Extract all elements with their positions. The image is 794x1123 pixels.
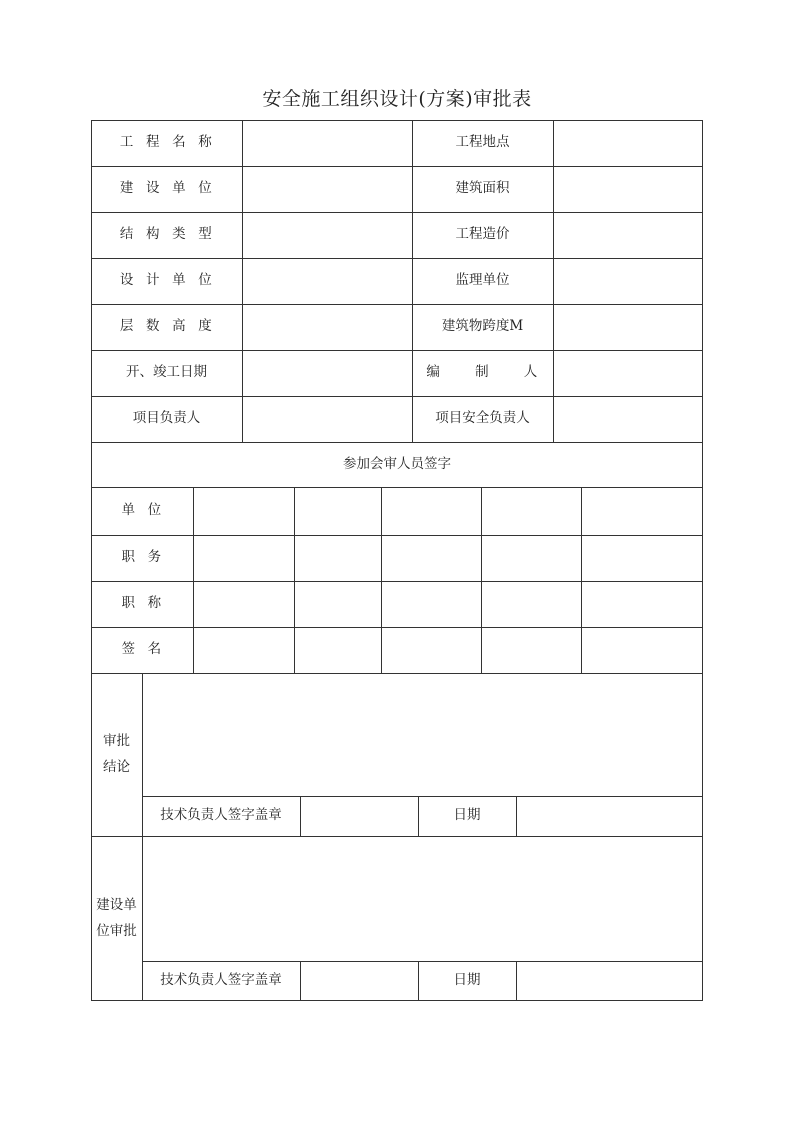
approval-conclusion-label-line2: 结论 <box>103 758 130 775</box>
client-approval-label-line2: 位审批 <box>96 922 137 939</box>
client-approval-field[interactable] <box>142 836 703 961</box>
supervision-unit-label: 监理单位 <box>455 272 510 289</box>
project-manager-label: 项目负责人 <box>132 410 201 427</box>
approval-date-field[interactable] <box>516 796 703 836</box>
building-span-field[interactable] <box>553 304 703 350</box>
signature-grid[interactable] <box>193 487 703 673</box>
compiler-field[interactable] <box>553 350 703 396</box>
project-manager-field[interactable] <box>242 396 412 442</box>
client-date-label: 日期 <box>453 972 481 989</box>
project-cost-field[interactable] <box>553 212 703 258</box>
client-unit-field[interactable] <box>242 166 412 212</box>
floors-height-label: 层 数 高 度 <box>119 318 214 335</box>
building-area-field[interactable] <box>553 166 703 212</box>
project-name-label: 工 程 名 称 <box>119 134 214 151</box>
client-tech-sign-field[interactable] <box>300 961 418 1001</box>
supervision-unit-field[interactable] <box>553 258 703 304</box>
client-date-field[interactable] <box>516 961 703 1001</box>
reviewers-signature-heading: 参加会审人员签字 <box>343 455 451 472</box>
signature-row-position-label: 职 务 <box>121 549 163 566</box>
approval-tech-sign-label: 技术负责人签字盖章 <box>160 807 282 824</box>
signature-row-unit-label: 单 位 <box>121 502 163 519</box>
floors-height-field[interactable] <box>242 304 412 350</box>
signature-row-sign-label: 签 名 <box>121 641 163 658</box>
project-name-field[interactable] <box>242 120 412 166</box>
project-safety-manager-field[interactable] <box>553 396 703 442</box>
client-approval-label-line1: 建设单 <box>96 896 137 913</box>
client-tech-sign-label: 技术负责人签字盖章 <box>160 972 282 989</box>
project-safety-manager-label: 项目安全负责人 <box>435 410 530 427</box>
project-location-label: 工程地点 <box>455 134 510 151</box>
approval-conclusion-label <box>91 673 142 836</box>
project-cost-label: 工程造价 <box>455 226 510 243</box>
design-unit-field[interactable] <box>242 258 412 304</box>
design-unit-label: 设 计 单 位 <box>119 272 214 289</box>
approval-tech-sign-field[interactable] <box>300 796 418 836</box>
form-title: 安全施工组织设计(方案)审批表 <box>262 88 532 110</box>
structure-type-label: 结 构 类 型 <box>119 226 214 243</box>
approval-date-label: 日期 <box>453 807 481 824</box>
building-area-label: 建筑面积 <box>455 180 510 197</box>
structure-type-field[interactable] <box>242 212 412 258</box>
signature-row-title-label: 职 称 <box>121 595 163 612</box>
start-completion-date-label: 开、竣工日期 <box>126 364 207 381</box>
compiler-label: 编 制 人 <box>426 364 539 381</box>
client-approval-label <box>91 836 142 1001</box>
start-completion-date-field[interactable] <box>242 350 412 396</box>
approval-conclusion-field[interactable] <box>142 673 703 796</box>
client-unit-label: 建 设 单 位 <box>119 180 214 197</box>
project-location-field[interactable] <box>553 120 703 166</box>
approval-conclusion-label-line1: 审批 <box>103 732 130 749</box>
building-span-label: 建筑物跨度M <box>441 318 524 335</box>
